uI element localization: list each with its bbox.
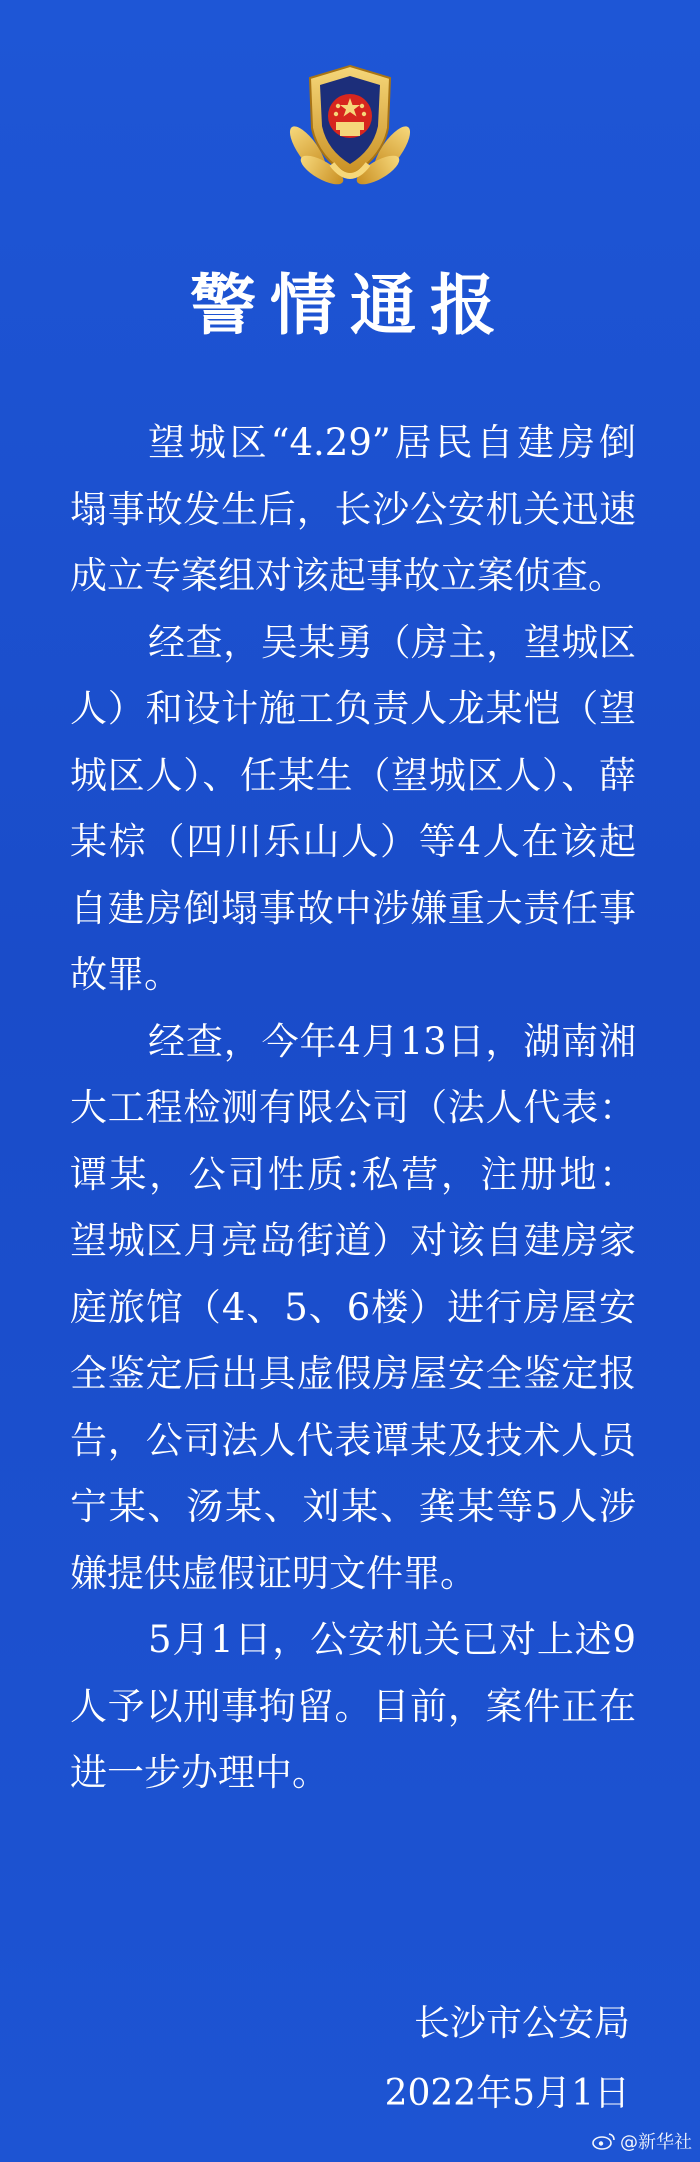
weibo-icon — [592, 2132, 616, 2150]
paragraph-4: 5月1日，公安机关已对上述9人予以刑事拘留。目前，案件正在进一步办理中。 — [70, 1618, 636, 1794]
watermark — [592, 2128, 692, 2154]
paragraph-3: 经查，今年4月13日，湖南湘大工程检测有限公司（法人代表：谭某，公司性质:私营，注册地：望城区月亮岛街道）对该自建房家庭旅馆（4、5、6楼）进行房屋安全鉴定后出具虚假房屋安全鉴定报告，公司法人代表谭某及技术人员宁某、汤某、刘某、龚某等5人涉嫌提供虚假证明文件罪。 — [70, 1019, 636, 1595]
watermark-text: @新华社 — [620, 2132, 692, 2153]
notice-body — [70, 410, 636, 1807]
page-title: 警情通报 — [190, 267, 510, 344]
paragraph-1: 望城区“4.29”居民自建房倒塌事故发生后，长沙公安机关迅速成立专案组对该起事故立案侦查。 — [70, 421, 636, 597]
police-emblem-icon — [278, 58, 422, 202]
signature-org: 长沙市公安局 — [413, 2003, 630, 2044]
paragraph-2: 经查，吴某勇（房主，望城区人）和设计施工负责人龙某恺（望城区人）、任某生（望城区人）、薛某棕（四川乐山人）等4人在该起自建房倒塌事故中涉嫌重大责任事故罪。 — [70, 620, 636, 996]
signature-date: 2022年5月1日 — [384, 2073, 630, 2114]
